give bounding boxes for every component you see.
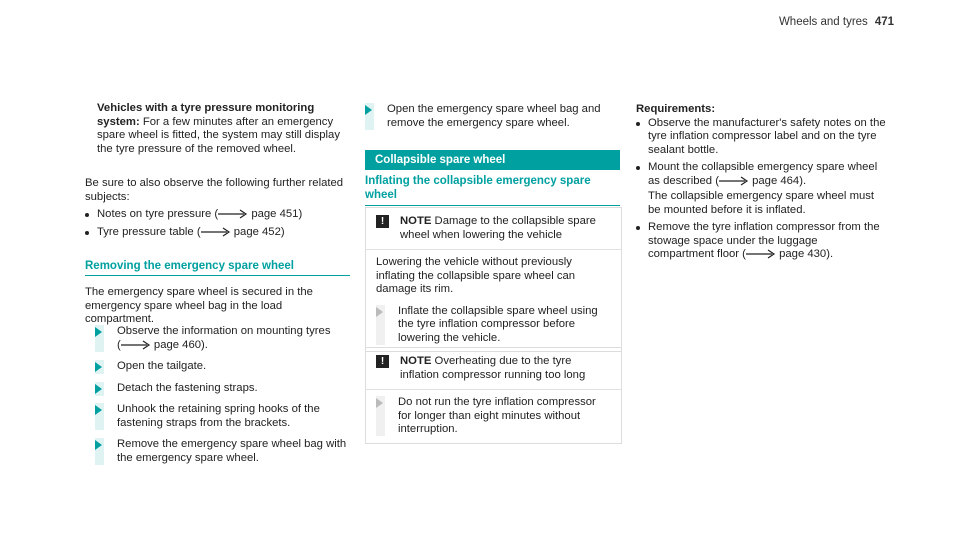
note-body — [366, 389, 621, 443]
tpms-lead: Vehicles with a tyre pressure monitoring system: — [97, 102, 315, 128]
also-text: Be sure to also observe the following further related subjects: — [85, 177, 344, 203]
note-header — [366, 348, 621, 389]
step-item — [365, 103, 620, 130]
page-link[interactable]: page 430). — [779, 248, 834, 260]
step-arrow-icon — [95, 440, 102, 450]
page-header — [779, 16, 894, 28]
note-body — [366, 249, 621, 351]
removal-steps — [95, 325, 350, 465]
step-text: Remove the emergency spare wheel bag with the emergency spare wheel. — [117, 438, 347, 464]
arrow-link-icon[interactable] — [201, 227, 231, 237]
step-text: Open the emergency spare wheel bag and remove the emergency spare wheel. — [387, 103, 601, 129]
note-label: NOTE — [400, 215, 432, 227]
warning-icon: ! — [376, 215, 389, 228]
step-item — [365, 103, 620, 130]
step-item — [376, 305, 611, 346]
step-item — [95, 360, 350, 374]
step-arrow-icon — [376, 398, 383, 408]
step-arrow-icon — [365, 105, 372, 115]
bullet-text: Tyre pressure table ( — [97, 225, 201, 238]
note-box-2 — [365, 347, 622, 444]
step-item — [95, 403, 350, 430]
step-text: Do not run the tyre inflation compressor for longer than eight minutes without interruption. — [398, 396, 596, 435]
bullet-text: Mount the collapsible emergency spare wheel as described ( — [648, 161, 878, 187]
step-item — [376, 396, 611, 437]
step-item: Observe the information on mounting tyres ( page 460). — [95, 325, 350, 352]
page-link[interactable]: page 452) — [233, 225, 285, 238]
step-text: Observe the information on mounting tyres — [117, 325, 331, 337]
note-text: Lowering the vehicle without previously inflating the collapsible spare wheel can damage its rim. — [376, 256, 576, 295]
page-link[interactable]: page 460). — [153, 338, 208, 351]
bullet-text: Remove the tyre inflation compressor from the stowage space under the luggage compartment floor ( — [648, 221, 880, 260]
arrow-link-icon[interactable] — [746, 249, 776, 259]
note-box-1 — [365, 207, 622, 352]
note-label: NOTE — [400, 355, 432, 367]
bullet-icon — [636, 226, 640, 230]
subsection-title: Inflating the collapsible emergency spare wheel — [365, 174, 620, 206]
bullet-icon — [636, 122, 640, 126]
list-item — [636, 161, 886, 217]
section-bar: Collapsible spare wheel — [365, 150, 620, 170]
note-header — [366, 208, 621, 249]
list-item — [85, 208, 350, 222]
requirements-title: Requirements: — [636, 103, 716, 115]
bullet-text: Observe the manufacturer's safety notes on the tyre inflation compressor label and on the tyre sealant bottle. — [648, 116, 886, 156]
page-link[interactable]: page 451) — [251, 208, 303, 220]
step-arrow-icon — [95, 384, 102, 394]
list-item — [85, 226, 350, 240]
step-text: Detach the fastening straps. — [117, 381, 258, 394]
warning-icon: ! — [376, 355, 389, 368]
tpms-paragraph — [97, 102, 347, 156]
step-item — [95, 382, 350, 396]
step-arrow-icon — [95, 327, 102, 337]
page-number: 471 — [874, 16, 894, 28]
arrow-link-icon[interactable] — [121, 340, 151, 350]
page-link[interactable]: page 464). — [752, 174, 807, 187]
note-heading: Overheating due to the tyre inflation compressor running too long — [400, 355, 586, 381]
column-3 — [636, 103, 886, 262]
bullet-icon — [85, 213, 89, 217]
step-text: Open the tailgate. — [117, 360, 207, 372]
tpms-text: For a few minutes after an emergency spare wheel is fitted, the system may still display the tyre pressure of the removed wheel. — [97, 115, 340, 155]
step-arrow-icon — [95, 405, 102, 415]
bullet-text: Notes on tyre pressure ( — [97, 208, 219, 220]
step-text: Inflate the collapsible spare wheel using the tyre inflation compressor before lowering the vehicle. — [398, 304, 598, 344]
section-title: Removing the emergency spare wheel — [85, 260, 350, 276]
bullet-icon — [85, 231, 89, 235]
list-item — [636, 221, 886, 262]
arrow-link-icon[interactable] — [218, 209, 248, 219]
list-item — [636, 117, 886, 158]
note-heading: Damage to the collapsible spare wheel when lowering the vehicle — [400, 215, 596, 241]
bullet-note: The collapsible emergency spare wheel must be mounted before it is inflated. — [648, 190, 875, 216]
removal-intro: The emergency spare wheel is secured in the emergency spare wheel bag in the load compartment. — [85, 286, 313, 325]
step-item — [95, 438, 350, 465]
step-text: Unhook the retaining spring hooks of the fastening straps from the brackets. — [117, 403, 320, 429]
also-block — [85, 177, 350, 239]
column-1 — [97, 102, 347, 156]
bullet-icon — [636, 166, 640, 170]
step-arrow-icon — [376, 307, 383, 317]
step-arrow-icon — [95, 362, 102, 372]
arrow-link-icon[interactable] — [719, 176, 749, 186]
header-title: Wheels and tyres — [778, 16, 868, 28]
